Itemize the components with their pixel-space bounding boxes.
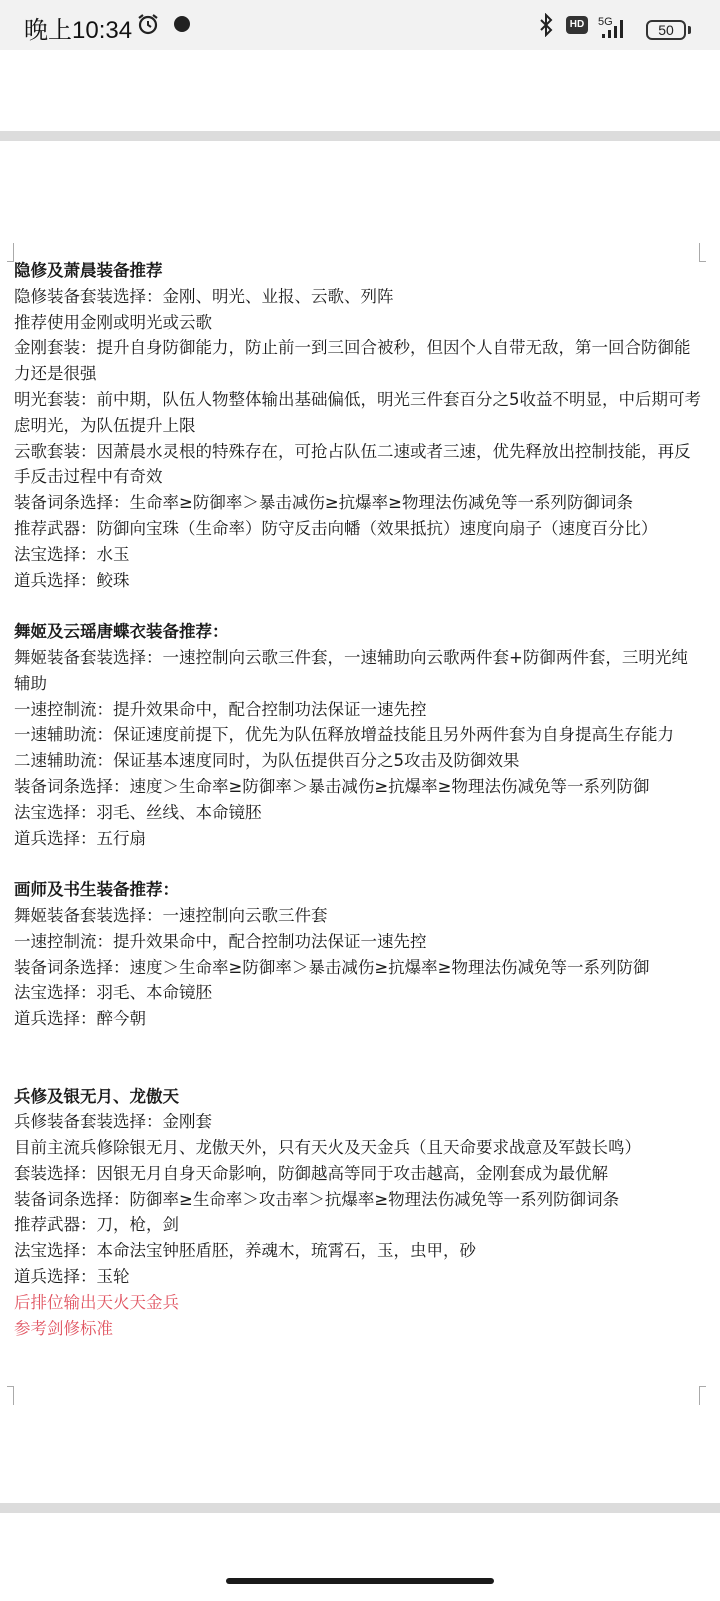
text-line: 明光套装：前中期，队伍人物整体输出基础偏低，明光三件套百分之5收益不明显，中后期可考虑明光，为队伍提升上限 <box>14 389 701 435</box>
text-line: 一速辅助流：保证速度前提下，优先为队伍释放增益技能且另外两件套为自身提高生存能力 <box>14 725 674 745</box>
page-corner-mark <box>7 243 14 262</box>
page-corner-mark <box>7 1386 14 1405</box>
text-line: 套装选择：因银无月自身天命影响，防御越高等同于攻击越高，金刚套成为最优解 <box>14 1163 608 1183</box>
battery-icon: 50 <box>646 20 686 40</box>
text-line: 法宝选择：羽毛、丝线、本命镜胚 <box>14 802 262 822</box>
text-line: 一速控制流：提升效果命中，配合控制功法保证一速先控 <box>14 699 427 719</box>
text-line: 兵修装备套装选择：金刚套 <box>14 1112 212 1132</box>
text-line: 舞姬装备套装选择：一速控制向云歌三件套 <box>14 905 328 925</box>
text-line: 二速辅助流：保证基本速度同时，为队伍提供百分之5攻击及防御效果 <box>14 751 520 771</box>
text-line: 装备词条选择：防御率≥生命率＞攻击率＞抗爆率≥物理法伤减免等一系列防御词条 <box>14 1189 620 1209</box>
status-bar <box>0 0 720 50</box>
text-line: 后排位输出天火天金兵 <box>14 1292 179 1312</box>
blank-line <box>14 593 704 619</box>
text-line: 推荐使用金刚或明光或云歌 <box>14 312 212 332</box>
text-line: 推荐武器：刀，枪，剑 <box>14 1215 179 1235</box>
text-line: 道兵选择：五行扇 <box>14 828 146 848</box>
text-line: 舞姬装备套装选择：一速控制向云歌三件套，一速辅助向云歌两件套+防御两件套，三明光纯辅助 <box>14 647 688 693</box>
blank-line <box>14 1058 704 1084</box>
text-line: 法宝选择：水玉 <box>14 544 130 564</box>
bluetooth-icon <box>536 13 556 41</box>
text-line: 隐修装备套装选择：金刚、明光、业报、云歌、列阵 <box>14 286 394 306</box>
text-line: 道兵选择：玉轮 <box>14 1267 130 1287</box>
network-type: 5G <box>598 16 613 28</box>
text-line: 法宝选择：本命法宝钟胚盾胚，养魂木，琉霄石，玉，虫甲，砂 <box>14 1241 476 1261</box>
page-separator-top <box>0 131 720 141</box>
status-time: 晚上10:34 <box>24 17 133 44</box>
text-line: 一速控制流：提升效果命中，配合控制功法保证一速先控 <box>14 931 427 951</box>
text-line: 装备词条选择：生命率≥防御率＞暴击减伤≥抗爆率≥物理法伤减免等一系列防御词条 <box>14 493 633 513</box>
text-line: 道兵选择：醉今朝 <box>14 1009 146 1029</box>
blank-line <box>14 1032 704 1058</box>
text-line: 目前主流兵修除银无月、龙傲天外，只有天火及天金兵（且天命要求战意及军鼓长鸣） <box>14 1138 641 1158</box>
text-line: 装备词条选择：速度＞生命率≥防御率＞暴击减伤≥抗爆率≥物理法伤减免等一系列防御 <box>14 776 650 796</box>
home-indicator[interactable] <box>226 1578 494 1584</box>
section-heading: 隐修及萧晨装备推荐 <box>14 261 163 280</box>
hd-voice-icon: HD <box>566 16 588 34</box>
section-heading: 兵修及银无月、龙傲天 <box>14 1086 179 1106</box>
page-separator-bottom <box>0 1503 720 1513</box>
section-heading: 画师及书生装备推荐： <box>14 880 179 900</box>
page-corner-mark <box>699 1386 706 1405</box>
text-line: 金刚套装：提升自身防御能力，防止前一到三回合被秒，但因个人自带无敌，第一回合防御能力还是很强 <box>14 338 691 384</box>
section-heading: 舞姬及云瑶唐蝶衣装备推荐： <box>14 622 229 642</box>
battery-cap <box>688 26 691 34</box>
text-line: 云歌套装：因萧晨水灵根的特殊存在，可抢占队伍二速或者三速，优先释放出控制技能，再反手反击过程中有奇效 <box>14 441 691 487</box>
text-line: 道兵选择：鲛珠 <box>14 570 130 590</box>
text-line: 参考剑修标准 <box>14 1318 113 1338</box>
text-line: 法宝选择：羽毛、本命镜胚 <box>14 983 212 1003</box>
text-line: 装备词条选择：速度＞生命率≥防御率＞暴击减伤≥抗爆率≥物理法伤减免等一系列防御 <box>14 957 650 977</box>
text-line: 推荐武器：防御向宝珠（生命率）防守反击向幡（效果抵抗）速度向扇子（速度百分比） <box>14 518 658 538</box>
document-body[interactable] <box>14 258 704 1341</box>
blank-line <box>14 851 704 877</box>
alarm-icon <box>136 12 160 40</box>
notification-dot-icon <box>174 16 190 32</box>
